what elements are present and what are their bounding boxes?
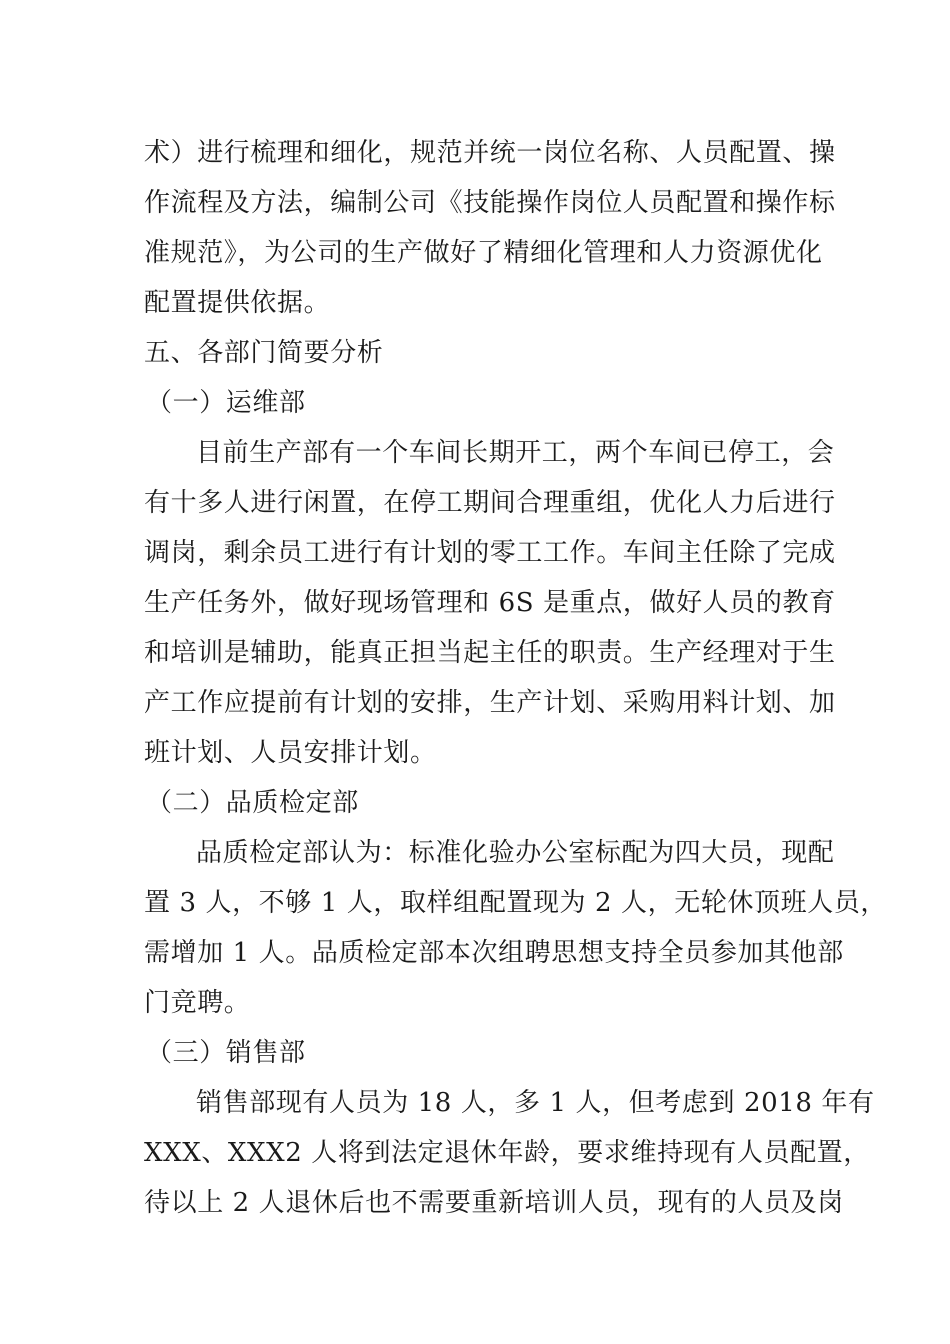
paragraph-line: 品质检定部认为：标准化验办公室标配为四大员，现配: [196, 838, 835, 868]
paragraph-line: XXX、XXX2 人将到法定退休年龄，要求维持现有人员配置，: [144, 1138, 870, 1168]
paragraph-line: 销售部现有人员为 18 人，多 1 人，但考虑到 2018 年有: [196, 1088, 875, 1118]
paragraph-line: 目前生产部有一个车间长期开工，两个车间已停工，会: [196, 438, 835, 468]
paragraph-line: 置 3 人，不够 1 人，取样组配置现为 2 人，无轮休顶班人员，: [144, 888, 888, 918]
subsection-heading-operations: （一）运维部: [146, 388, 306, 418]
paragraph-line: 门竞聘。: [144, 988, 251, 1018]
paragraph-line: 待以上 2 人退休后也不需要重新培训人员，现有的人员及岗: [144, 1188, 844, 1218]
subsection-heading-sales: （三）销售部: [146, 1038, 306, 1068]
paragraph-line: 配置提供依据。: [144, 288, 331, 318]
paragraph-line: 术）进行梳理和细化，规范并统一岗位名称、人员配置、操: [144, 138, 836, 168]
paragraph-line: 调岗，剩余员工进行有计划的零工工作。车间主任除了完成: [144, 538, 836, 568]
paragraph-line: 作流程及方法，编制公司《技能操作岗位人员配置和操作标: [144, 188, 836, 218]
section-heading: 五、各部门简要分析: [144, 338, 384, 368]
paragraph-line: 产工作应提前有计划的安排，生产计划、采购用料计划、加: [144, 688, 836, 718]
paragraph-line: 有十多人进行闲置，在停工期间合理重组，优化人力后进行: [144, 488, 836, 518]
paragraph-line: 准规范》，为公司的生产做好了精细化管理和人力资源优化: [144, 238, 823, 268]
subsection-heading-quality: （二）品质检定部: [146, 788, 359, 818]
paragraph-line: 生产任务外，做好现场管理和 6S 是重点，做好人员的教育: [144, 588, 836, 618]
paragraph-line: 班计划、人员安排计划。: [144, 738, 437, 768]
paragraph-line: 和培训是辅助，能真正担当起主任的职责。生产经理对于生: [144, 638, 836, 668]
paragraph-line: 需增加 1 人。品质检定部本次组聘思想支持全员参加其他部: [144, 938, 844, 968]
